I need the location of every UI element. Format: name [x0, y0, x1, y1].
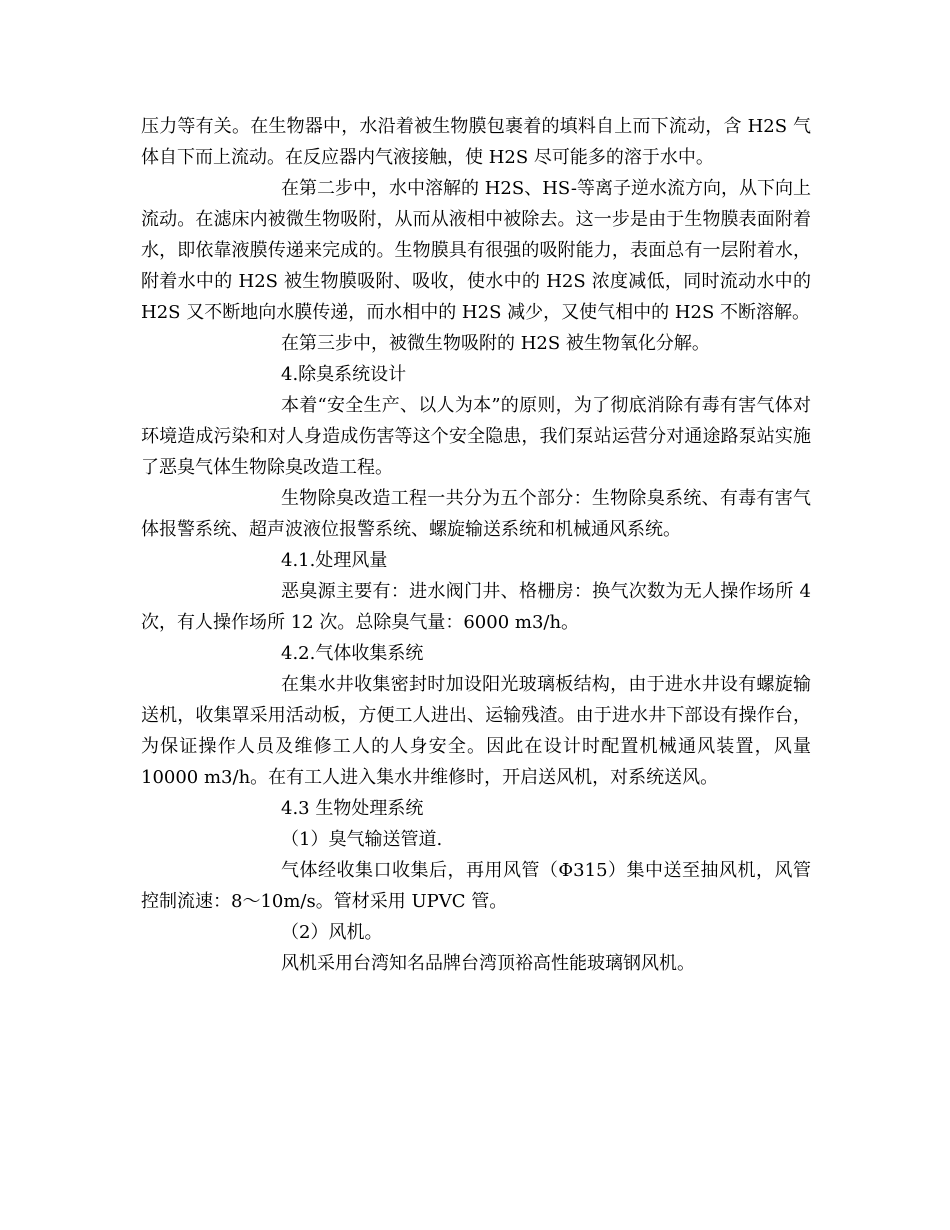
section-heading-4-2: 4.2.气体收集系统: [281, 643, 424, 664]
section-heading-4: 4.除臭系统设计: [281, 364, 407, 385]
paragraph-continuation: 压力等有关。在生物器中，水沿着被生物膜包裹着的填料自上而下流动，含 H2S 气体自下而上流动。在反应器内气液接触，使 H2S 尽可能多的溶于水中。: [141, 116, 811, 168]
paragraph-fan: 风机采用台湾知名品牌台湾顶裕高性能玻璃钢风机。: [281, 953, 695, 974]
paragraph-odor-sources: 恶臭源主要有：进水阀门井、格栅房：换气次数为无人操作场所 4 次，有人操作场所 12 次。总除臭气量：6000 m3/h。: [141, 581, 811, 633]
document-body: [141, 111, 811, 979]
section-heading-4-1: 4.1.处理风量: [281, 550, 388, 571]
section-heading-4-3: 4.3 生物处理系统: [281, 798, 424, 819]
paragraph-step-three: 在第三步中，被微生物吸附的 H2S 被生物氧化分解。: [281, 333, 710, 354]
paragraph-step-two: 在第二步中，水中溶解的 H2S、HS-等离子逆水流方向，从下向上流动。在滤床内被微生物吸附，从而从液相中被除去。这一步是由于生物膜表面附着水，即依靠液膜传递来完成的。生物膜具有很强的吸附能力，表面总有一层附着水，附着水中的 H2S 被生物膜吸附、吸收，使水中的 H2S 浓度减低，同时流动水中的 H2S 又不断地向水膜传递，而水相中的 H2S 减少，又使气相中的 H2S 不断溶解。: [141, 178, 811, 323]
subheading-fan: （2）风机。: [281, 922, 383, 943]
paragraph-principle: 本着“安全生产、以人为本”的原则，为了彻底消除有毒有害气体对环境造成污染和对人身造成伤害等这个安全隐患，我们泵站运营分对通途路泵站实施了恶臭气体生物除臭改造工程。: [141, 395, 811, 478]
paragraph-five-parts: 生物除臭改造工程一共分为五个部分：生物除臭系统、有毒有害气体报警系统、超声波液位报警系统、螺旋输送系统和机械通风系统。: [141, 488, 811, 540]
paragraph-collection: 在集水井收集密封时加设阳光玻璃板结构，由于进水井设有螺旋输送机，收集罩采用活动板，方便工人进出、运输残渣。由于进水井下部设有操作台，为保证操作人员及维修工人的人身安全。因此在设计时配置机械通风装置，风量 10000 m3/h。在有工人进入集水井维修时，开启送风机，对系统送风。: [141, 674, 811, 788]
subheading-duct: （1）臭气输送管道.: [281, 829, 443, 850]
paragraph-duct: 气体经收集口收集后，再用风管（Φ315）集中送至抽风机，风管控制流速：8～10m/s。管材采用 UPVC 管。: [141, 860, 811, 912]
